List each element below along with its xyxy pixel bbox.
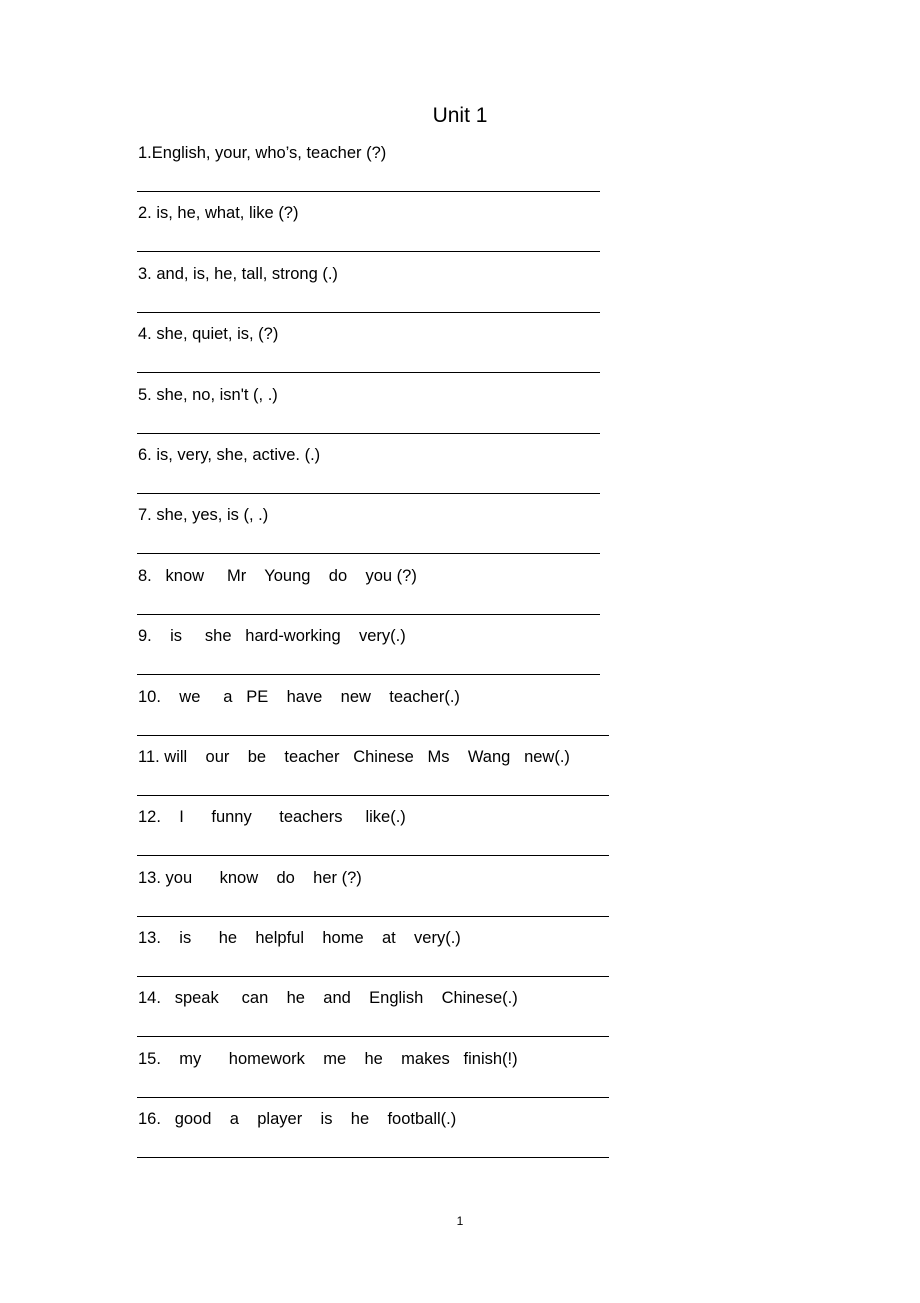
exercise-item bbox=[138, 142, 618, 202]
exercise-item bbox=[138, 263, 618, 323]
exercise-item bbox=[138, 927, 618, 987]
exercise-prompt: 1.English, your, who’s, teacher (?) bbox=[138, 144, 387, 162]
exercise-item bbox=[138, 806, 618, 866]
answer-line[interactable] bbox=[137, 433, 600, 434]
exercise-item bbox=[138, 686, 618, 746]
page-title: Unit 1 bbox=[432, 104, 488, 127]
exercise-prompt: 13. is he helpful home at very(.) bbox=[138, 929, 461, 948]
exercise-prompt: 10. we a PE have new teacher(.) bbox=[138, 687, 460, 706]
exercise-item bbox=[138, 384, 618, 444]
exercise-prompt: 6. is, very, she, active. (.) bbox=[138, 445, 321, 464]
exercise-prompt: 4. she, quiet, is, (?) bbox=[138, 325, 279, 344]
exercise-prompt: 16. good a player is he football(.) bbox=[138, 1110, 457, 1129]
exercise-item bbox=[138, 202, 618, 262]
answer-line[interactable] bbox=[137, 493, 600, 494]
answer-line[interactable] bbox=[137, 674, 600, 675]
exercise-prompt: 14. speak can he and English Chinese(.) bbox=[138, 989, 518, 1008]
exercise-prompt: 7. she, yes, is (, .) bbox=[138, 506, 269, 525]
answer-line[interactable] bbox=[137, 191, 600, 192]
answer-line[interactable] bbox=[137, 1157, 609, 1158]
answer-line[interactable] bbox=[137, 251, 600, 252]
answer-line[interactable] bbox=[137, 1036, 609, 1037]
exercise-item bbox=[138, 746, 618, 806]
answer-line[interactable] bbox=[137, 553, 600, 554]
answer-line[interactable] bbox=[137, 614, 600, 615]
exercise-list bbox=[138, 142, 618, 1169]
page-number: 1 bbox=[456, 1214, 464, 1228]
exercise-item bbox=[138, 1108, 618, 1168]
exercise-prompt: 5. she, no, isn't (, .) bbox=[138, 385, 278, 404]
exercise-prompt: 8. know Mr Young do you (?) bbox=[138, 566, 417, 585]
exercise-item bbox=[138, 504, 618, 564]
answer-line[interactable] bbox=[137, 976, 609, 977]
answer-line[interactable] bbox=[137, 312, 600, 313]
exercise-item bbox=[138, 565, 618, 625]
exercise-item bbox=[138, 625, 618, 685]
exercise-prompt: 11. will our be teacher Chinese Ms Wang new(.) bbox=[138, 747, 570, 766]
exercise-item bbox=[138, 444, 618, 504]
answer-line[interactable] bbox=[137, 916, 609, 917]
exercise-item bbox=[138, 1048, 618, 1108]
exercise-item bbox=[138, 323, 618, 383]
exercise-prompt: 12. I funny teachers like(.) bbox=[138, 808, 406, 827]
answer-line[interactable] bbox=[137, 372, 600, 373]
answer-line[interactable] bbox=[137, 855, 609, 856]
answer-line[interactable] bbox=[137, 735, 609, 736]
exercise-prompt: 2. is, he, what, like (?) bbox=[138, 204, 299, 223]
exercise-item bbox=[138, 867, 618, 927]
exercise-prompt: 15. my homework me he makes finish(!) bbox=[138, 1049, 518, 1068]
exercise-prompt: 3. and, is, he, tall, strong (.) bbox=[138, 264, 338, 283]
exercise-prompt: 13. you know do her (?) bbox=[138, 868, 362, 887]
answer-line[interactable] bbox=[137, 1097, 609, 1098]
answer-line[interactable] bbox=[137, 795, 609, 796]
exercise-prompt: 9. is she hard-working very(.) bbox=[138, 627, 406, 646]
exercise-item bbox=[138, 987, 618, 1047]
